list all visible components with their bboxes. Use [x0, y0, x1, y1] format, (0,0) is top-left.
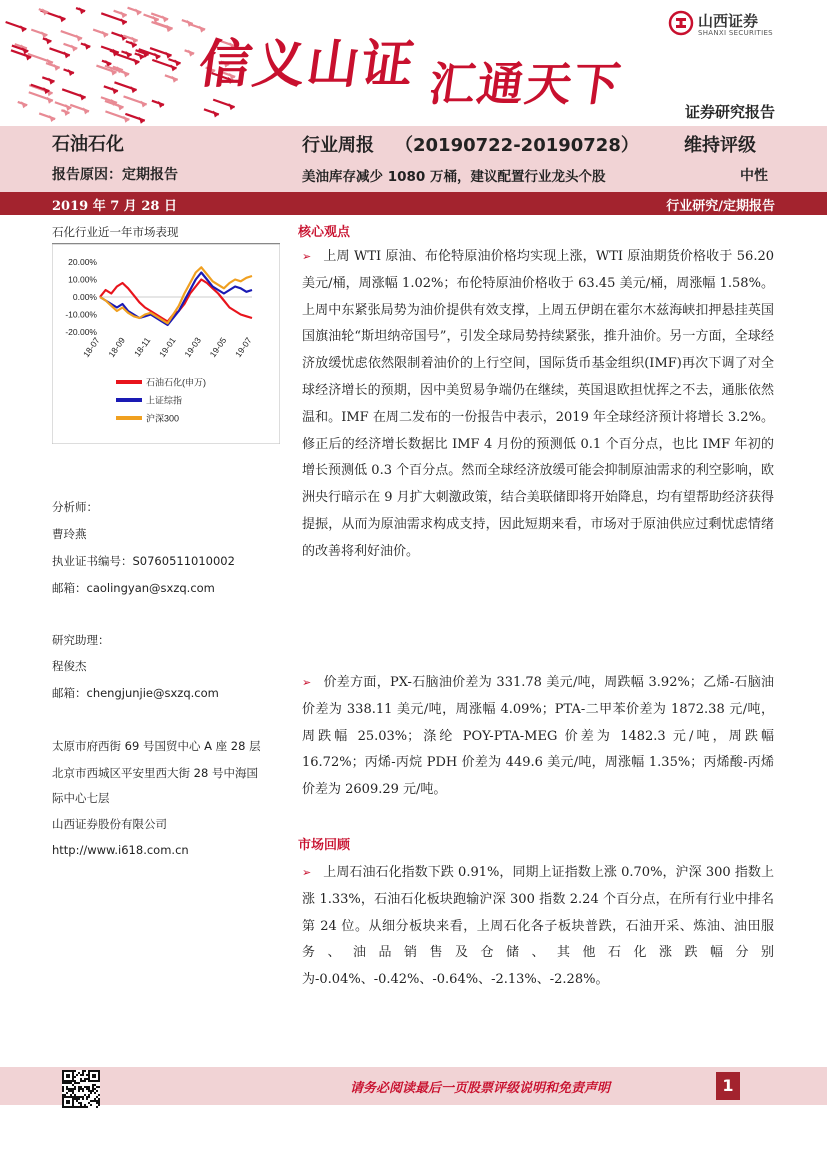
banner-arrowhead — [80, 94, 86, 101]
qr-module — [96, 1096, 98, 1098]
qr-module — [94, 1100, 96, 1102]
qr-module — [90, 1104, 92, 1106]
qr-module — [78, 1082, 80, 1084]
banner-arrowhead — [20, 25, 26, 32]
qr-module — [80, 1106, 82, 1108]
qr-module — [72, 1090, 74, 1092]
qr-module — [98, 1102, 100, 1104]
qr-module — [94, 1092, 96, 1094]
qr-module — [92, 1088, 94, 1090]
qr-module — [62, 1094, 64, 1096]
qr-module — [70, 1082, 72, 1084]
qr-module — [82, 1090, 84, 1092]
banner-arrowhead — [188, 50, 194, 57]
qr-module — [76, 1096, 78, 1098]
footer-disclaimer: 请务必阅读最后一页股票评级说明和免责声明 — [350, 1081, 611, 1096]
banner-arrowhead — [162, 15, 168, 22]
banner — [0, 0, 827, 126]
qr-module — [78, 1090, 80, 1092]
banner-arrowhead — [68, 69, 74, 76]
banner-arrowhead — [84, 43, 90, 50]
qr-module — [78, 1072, 80, 1074]
y-tick-label: 20.00% — [68, 257, 97, 267]
core-paragraph-2 — [302, 670, 774, 804]
qr-module — [98, 1100, 100, 1102]
qr-module — [62, 1090, 64, 1092]
address-line-3: 际中心七层 — [52, 791, 110, 805]
x-tick-label: 18-09 — [106, 335, 127, 359]
qr-code-icon[interactable] — [62, 1070, 100, 1108]
qr-module — [98, 1098, 100, 1100]
qr-module — [74, 1086, 76, 1088]
qr-module — [72, 1084, 74, 1086]
company-logo — [668, 10, 778, 40]
qr-module — [74, 1098, 76, 1100]
y-tick-label: -20.00% — [65, 327, 97, 337]
qr-module — [88, 1088, 90, 1090]
qr-module — [84, 1106, 86, 1108]
qr-module — [70, 1090, 72, 1092]
qr-module — [82, 1098, 84, 1100]
qr-module — [88, 1090, 90, 1092]
banner-arrowhead — [175, 59, 181, 66]
qr-module — [90, 1092, 92, 1094]
banner-arrowhead — [76, 35, 82, 42]
qr-module — [82, 1070, 84, 1072]
legend-label: 石油石化(申万) — [146, 377, 206, 388]
banner-arrowhead — [59, 15, 65, 22]
page-number: 1 — [716, 1072, 740, 1100]
banner-arrowhead — [154, 53, 160, 60]
chart-title: 石化行业近一年市场表现 — [52, 224, 280, 244]
qr-module — [76, 1100, 78, 1102]
banner-arrowhead — [131, 86, 137, 93]
qr-module — [88, 1102, 90, 1104]
core-paragraph-1 — [302, 244, 774, 566]
banner-arrowhead — [158, 101, 164, 108]
qr-module — [62, 1088, 64, 1090]
qr-module — [80, 1102, 82, 1104]
qr-module — [98, 1094, 100, 1096]
banner-arrowhead — [54, 64, 60, 71]
report-type: 证券研究报告 — [684, 103, 775, 121]
qr-module — [82, 1096, 84, 1098]
qr-module — [64, 1082, 66, 1084]
qr-module — [80, 1086, 82, 1088]
logo-text-en: SHANXI SECURITIES — [698, 29, 773, 37]
qr-module — [68, 1090, 70, 1092]
qr-module — [78, 1086, 80, 1088]
qr-module — [76, 1098, 78, 1100]
qr-module — [64, 1094, 66, 1096]
assistant-label: 研究助理： — [52, 633, 110, 647]
qr-module — [84, 1104, 86, 1106]
industry-name: 石油石化 — [52, 134, 124, 155]
assistant-name: 程俊杰 — [52, 659, 87, 673]
x-tick-label: 19-07 — [232, 335, 254, 359]
analyst-license: 执业证书编号：S0760511010002 — [52, 554, 235, 568]
qr-module — [78, 1088, 80, 1090]
qr-module — [72, 1088, 74, 1090]
qr-module — [92, 1090, 94, 1092]
reason-label: 报告原因： — [52, 167, 122, 183]
qr-module — [86, 1074, 88, 1076]
analyst-label: 分析师： — [52, 500, 98, 514]
bullet-icon: ➢ — [302, 866, 312, 879]
qr-module — [88, 1096, 90, 1098]
qr-module — [86, 1096, 88, 1098]
qr-module — [88, 1094, 90, 1096]
x-tick-label: 18-11 — [132, 335, 153, 359]
logo-icon — [668, 10, 694, 36]
qr-module — [84, 1070, 86, 1072]
banner-arrowhead — [112, 87, 118, 94]
company-name: 山西证券股份有限公司 — [52, 817, 167, 831]
legend-label: 上证综指 — [146, 395, 183, 406]
section-title-market: 市场回顾 — [298, 838, 351, 853]
banner-arrowhead — [229, 103, 235, 110]
qr-module — [78, 1102, 80, 1104]
section-title-core: 核心观点 — [298, 225, 351, 240]
banner-arrowhead — [133, 58, 139, 65]
slogan-part2: 汇通天下 — [425, 57, 626, 111]
qr-module — [78, 1098, 80, 1100]
qr-module — [82, 1106, 84, 1108]
qr-finder-center — [66, 1074, 70, 1078]
banner-arrowhead — [123, 116, 129, 123]
qr-module — [86, 1078, 88, 1080]
bullet-icon: ➢ — [302, 676, 312, 689]
qr-module — [82, 1074, 84, 1076]
qr-module — [70, 1088, 72, 1090]
qr-module — [94, 1098, 96, 1100]
qr-module — [74, 1094, 76, 1096]
qr-module — [66, 1082, 68, 1084]
qr-module — [82, 1080, 84, 1082]
banner-arrowhead — [102, 31, 108, 38]
banner-arrowhead — [41, 31, 47, 38]
qr-module — [76, 1106, 78, 1108]
banner-arrowhead — [172, 76, 178, 83]
y-tick-label: 10.00% — [68, 274, 97, 285]
qr-module — [74, 1080, 76, 1082]
slogan-part1: 信义山证 — [195, 34, 420, 95]
banner-arrowhead — [171, 64, 177, 71]
report-period: （20190722-20190728） — [395, 135, 639, 156]
report-kind: 行业周报 — [302, 135, 374, 156]
qr-module — [68, 1082, 70, 1084]
logo-text-cn: 山西证券 — [698, 12, 759, 30]
qr-module — [84, 1094, 86, 1096]
qr-module — [70, 1094, 72, 1096]
banner-arrowhead — [123, 70, 129, 77]
qr-module — [96, 1086, 98, 1088]
analyst-email[interactable]: 邮箱：caolingyan@sxzq.com — [52, 581, 215, 595]
banner-arrowhead — [118, 103, 124, 110]
qr-module — [74, 1082, 76, 1084]
qr-module — [74, 1070, 76, 1072]
qr-module — [94, 1084, 96, 1086]
y-tick-label: -10.00% — [65, 309, 97, 320]
report-reason — [52, 164, 178, 184]
qr-module — [66, 1088, 68, 1090]
banner-arrowhead — [83, 107, 89, 114]
qr-module — [96, 1102, 98, 1104]
banner-arrowhead — [49, 115, 55, 122]
qr-module — [96, 1100, 98, 1102]
banner-arrowhead — [213, 110, 219, 117]
banner-arrowhead — [48, 78, 54, 85]
core-paragraph-2-text: 价差方面，PX-石脑油价差为 331.78 美元/吨，周跌幅 3.92%；乙烯-石脑油价差为 338.11 美元/吨，周涨幅 4.09%；PTA-二甲苯价差为 1872.38 元/吨，周跌幅 25.03%；涤纶 POY-PTA-MEG 价差为 1482.3 元/吨，周跌幅 16.72%；丙烯-丙烷 PDH 价差为 449.6 美元/吨，周涨幅 1.35%；丙烯酸-丙烯价差为 2609.29 元/吨。 — [302, 675, 774, 798]
qr-module — [86, 1086, 88, 1088]
market-performance-chart — [52, 244, 280, 444]
qr-module — [82, 1072, 84, 1074]
banner-arrowhead — [166, 52, 172, 59]
qr-module — [62, 1082, 64, 1084]
x-tick-label: 19-01 — [156, 335, 178, 359]
qr-module — [82, 1088, 84, 1090]
qr-module — [92, 1084, 94, 1086]
qr-module — [86, 1088, 88, 1090]
qr-module — [98, 1086, 100, 1088]
qr-module — [96, 1106, 98, 1108]
reason-value: 定期报告 — [122, 167, 178, 183]
qr-module — [76, 1082, 78, 1084]
qr-module — [84, 1080, 86, 1082]
market-paragraph-1-text: 上周石油石化指数下跌 0.91%，同期上证指数上涨 0.70%，沪深 300 指数上涨 1.33%，石油石化板块跑输沪深 300 指数 2.24 个百分点，在所有行业中排名第 24 位。从细分板块来看，上周石化各子板块普跌，石油开采、炼油、油田服务、油品销售及仓储、其他石化涨跌幅分别为-0.04%、-0.42%、-0.64%、-2.13%、-2.28%。 — [302, 865, 774, 988]
qr-finder-center — [92, 1074, 96, 1078]
y-tick-label: 0.00% — [72, 292, 97, 302]
qr-module — [78, 1106, 80, 1108]
address-line-1: 太原市府西街 69 号国贸中心 A 座 28 层 — [52, 739, 261, 753]
qr-module — [96, 1090, 98, 1092]
company-website[interactable]: http://www.i618.com.cn — [52, 843, 189, 857]
qr-module — [80, 1096, 82, 1098]
banner-arrowhead — [166, 25, 172, 32]
banner-arrowhead — [71, 45, 77, 52]
banner-arrowhead — [79, 7, 85, 14]
qr-module — [74, 1088, 76, 1090]
qr-module — [72, 1092, 74, 1094]
qr-module — [74, 1076, 76, 1078]
header-band — [0, 126, 827, 192]
qr-module — [62, 1086, 64, 1088]
qr-module — [74, 1096, 76, 1098]
qr-module — [86, 1098, 88, 1100]
qr-module — [92, 1100, 94, 1102]
qr-module — [80, 1088, 82, 1090]
x-tick-label: 19-03 — [182, 335, 203, 359]
market-paragraph-1 — [302, 860, 774, 994]
banner-arrowhead — [64, 51, 70, 58]
assistant-email[interactable]: 邮箱：chengjunjie@sxzq.com — [52, 686, 219, 700]
qr-module — [80, 1078, 82, 1080]
rating-value: 中性 — [740, 168, 768, 184]
qr-module — [68, 1088, 70, 1090]
banner-arrowhead — [21, 101, 27, 108]
banner-arrowhead — [135, 8, 141, 15]
qr-module — [88, 1086, 90, 1088]
qr-module — [94, 1088, 96, 1090]
report-date: 2019 年 7 月 28 日 — [52, 199, 177, 214]
qr-module — [80, 1080, 82, 1082]
qr-module — [90, 1100, 92, 1102]
rating-action: 维持评级 — [684, 135, 756, 156]
qr-finder-center — [66, 1100, 70, 1104]
qr-module — [80, 1074, 82, 1076]
banner-arrowhead — [121, 18, 127, 25]
qr-module — [98, 1104, 100, 1106]
legend-label: 沪深300 — [146, 413, 180, 424]
qr-module — [66, 1086, 68, 1088]
banner-arrowhead — [121, 11, 127, 18]
qr-module — [74, 1106, 76, 1108]
qr-module — [66, 1092, 68, 1094]
banner-arrowhead — [139, 117, 145, 124]
core-paragraph-1-text: 上周 WTI 原油、布伦特原油价格均实现上涨，WTI 原油期货价格收于 56.20 美元/桶，周涨幅 1.02%；布伦特原油价格收于 63.45 美元/桶，周涨幅 1.58%。上周中东紧张局势为油价提供有效支撑，上周五伊朗在霍尔木兹海峡扣押悬挂英国国旗油轮“斯坦纳帝国号”，引发全球局势持续紧张，推升油价。另一方面，全球经济放缓忧虑依然限制着油价的上行空间，国际货币基金组织(IMF)再次下调了对全球经济增长的预期，因中美贸易争端仍在继续，英国退欧担忧挥之不去，通胀依然温和。IMF 在周二发布的一份报告中表示，2019 年全球经济预计将增长 3.2%。修正后的经济增长数据比 IMF 4 月份的预测低 0.1 个百分点，也比 IMF 年初的增长预测低 0.3 个百分点。然而全球经济放缓可能会抑制原油需求的利空影响，欧洲央行暗示在 9 月扩大刺激政策，结合美联储即将开始降息，均有望帮助经济获得提振，从而为原油需求构成支持，因此短期来看，市场对于原油供应过剩忧虑情绪的改善将利好油价。 — [302, 249, 774, 559]
banner-arrowhead — [45, 37, 51, 44]
qr-module — [80, 1104, 82, 1106]
qr-module — [84, 1086, 86, 1088]
qr-module — [84, 1078, 86, 1080]
x-tick-label: 18-07 — [80, 335, 102, 359]
qr-module — [78, 1096, 80, 1098]
date-bar — [0, 192, 827, 215]
bullet-icon: ➢ — [302, 250, 312, 263]
banner-arrowhead — [141, 100, 147, 107]
qr-module — [86, 1106, 88, 1108]
analyst-name: 曹玲燕 — [52, 527, 87, 541]
address-line-2: 北京市西城区平安里西大街 28 号中海国 — [52, 766, 258, 780]
qr-module — [90, 1090, 92, 1092]
report-category: 行业研究/定期报告 — [666, 199, 775, 214]
banner-arrowhead — [47, 97, 53, 104]
qr-module — [76, 1074, 78, 1076]
report-headline: 美油库存减少 1080 万桶，建议配置行业龙头个股 — [302, 169, 606, 185]
qr-module — [92, 1086, 94, 1088]
x-tick-label: 19-05 — [207, 335, 229, 359]
